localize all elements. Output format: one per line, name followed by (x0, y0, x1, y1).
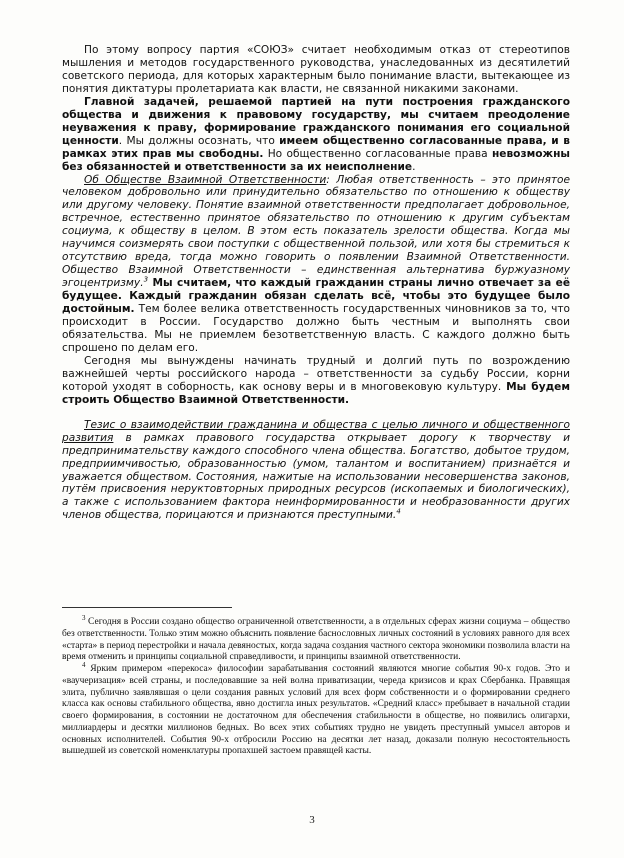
footnote-mark: 3 (82, 613, 86, 622)
plain-text: . Мы должны осознать, что (118, 134, 280, 147)
bold-text: Главной задачей, решаемой партией на пути построения гражданского общества и движения к правовому государству, мы считаем преодоление неуважения к праву, формирование гражданского понимания его социальной ценности (62, 95, 570, 147)
footnote-3 (62, 613, 570, 664)
plain-text: Сегодня мы вынуждены начинать трудный и долгий путь по возрождению важнейшей черты российского народа – ответственности за судьбу России, корни которой уходят в соборность, как основу веры и в многовековую культуру. (62, 354, 570, 393)
footnote-mark: 4 (82, 660, 86, 669)
bold-text: Мы считаем, что каждый гражданин страны лично отвечает за её будущее. Каждый гражданин обязан сделать всё, чтобы это будущее было достойным. (62, 277, 570, 316)
footnote-separator (62, 607, 232, 608)
footnote-ref-4: 4 (396, 507, 401, 516)
paragraph-5 (62, 419, 570, 523)
footnotes (62, 613, 570, 758)
paragraph-1: По этому вопросу партия «СОЮЗ» считает необходимым отказ от стереотипов мышления и методов государственного руководства, унаследованных из десятилетий советского периода, для которых характерным было понимание власти, вытекающее из понятия диктатуры пролетариата как власти, не связанной никакими законами. (62, 44, 570, 95)
italic-text: в рамках правового государства открывает дорогу к творчеству и предпринимательству каждого способного члена общества. Богатство, добытое трудом, предприимчивостью, образованностью (умом, талантом и воспитанием) признаётся и уважается обществом. Состояния, нажитые на использовании несовершенства законов, путём присвоения неруктовторных природных ресурсов (ископаемых и биологических), а также с использованием фактора неинформированности и необразованности других членов общества, порицаются и признаются преступными. (62, 431, 570, 522)
italic-text: : Любая ответственность – это принятое человеком добровольно или принудительно обязательство по отношению к обществу или другому человеку. Понятие взаимной ответственности предполагает добровольное, встречное, естественно принятое обязательство по отношению к другим субъектам социума, к обществу в целом. В этом есть показатель зрелости общества. Когда мы научимся соизмерять свои поступки с общественной пользой, или хотя бы стремиться к отсутствию вреда, тогда можно говорить о появлении Взаимной Ответственности. Общество Взаимной Ответственности – единственная альтернатива буржуазному эгоцентризму. (62, 173, 570, 290)
plain-text: Тем более велика ответственность государственных чиновников за то, что происходит в России. Государство должно быть честным и выполнять свои обязательства. Мы не приемлем безответственную власть. С каждого должно быть спрошено по делам его. (62, 303, 570, 354)
bold-text: невозможны без обязанностей и ответственности за их неисполнение (62, 147, 570, 173)
paragraph-2 (62, 96, 570, 174)
footnote-text: Сегодня в России создано общество ограниченной ответственности, а в отдельных сферах жизни социума – общество без ответственности. Только этим можно объяснить появление баснословных личных состояний в условиях равного для всех «старта» в период перестройки и начала девяностых, когда задача создания частного сектора экономики позволила власти на время отменить и принципы социальной справедливости, и принципы взаимной ответственности. (62, 617, 570, 663)
bold-text: Мы будем строить Общество Взаимной Ответственности. (62, 380, 571, 406)
paragraph-3 (62, 174, 570, 355)
plain-text: Но общественно согласованные права (263, 147, 492, 160)
section-heading: Тезис о взаимодействии гражданина и общества с целью личного и общественного развития (62, 418, 570, 444)
section-heading: Об Обществе Взаимной Ответственности (84, 173, 327, 186)
bold-text: имеем общественно согласованные права, и в рамках этих прав мы свободны. (62, 134, 571, 160)
footnote-text: Ярким примером «перекоса» философии зарабатывания состояний являются многие события 90-х годов. Это и «ваучеризация» всей страны, и последовавшие за ней волна приватизации, череда кризисов и крах Сбербанка. Правящая элита, публично заявлявшая о цели создания равных условий для всех форм собственности и о формировании среднего класса как основы стабильного общества, явно достигла иных результатов. «Средний класс» пребывает в начальной стадии своего формирования, в состоянии не достаточном для обеспечения стабильности в обществе, но появились олигархи, миллиардеры и десятки миллионов бедных. Во всех этих событиях трудно не увидеть преступный умысел авторов и основных исполнителей. События 90-х отбросили Россию на десятки лет назад, доказали полную несостоятельность вышедшей из советской номенклатуры пропахшей застоем правящей касты. (62, 664, 570, 757)
paragraph-4 (62, 355, 570, 407)
page-number: 3 (309, 814, 315, 826)
footnote-ref-3: 3 (143, 275, 149, 284)
footnote-4 (62, 660, 570, 758)
main-text (62, 44, 570, 522)
plain-text: . (412, 160, 416, 173)
